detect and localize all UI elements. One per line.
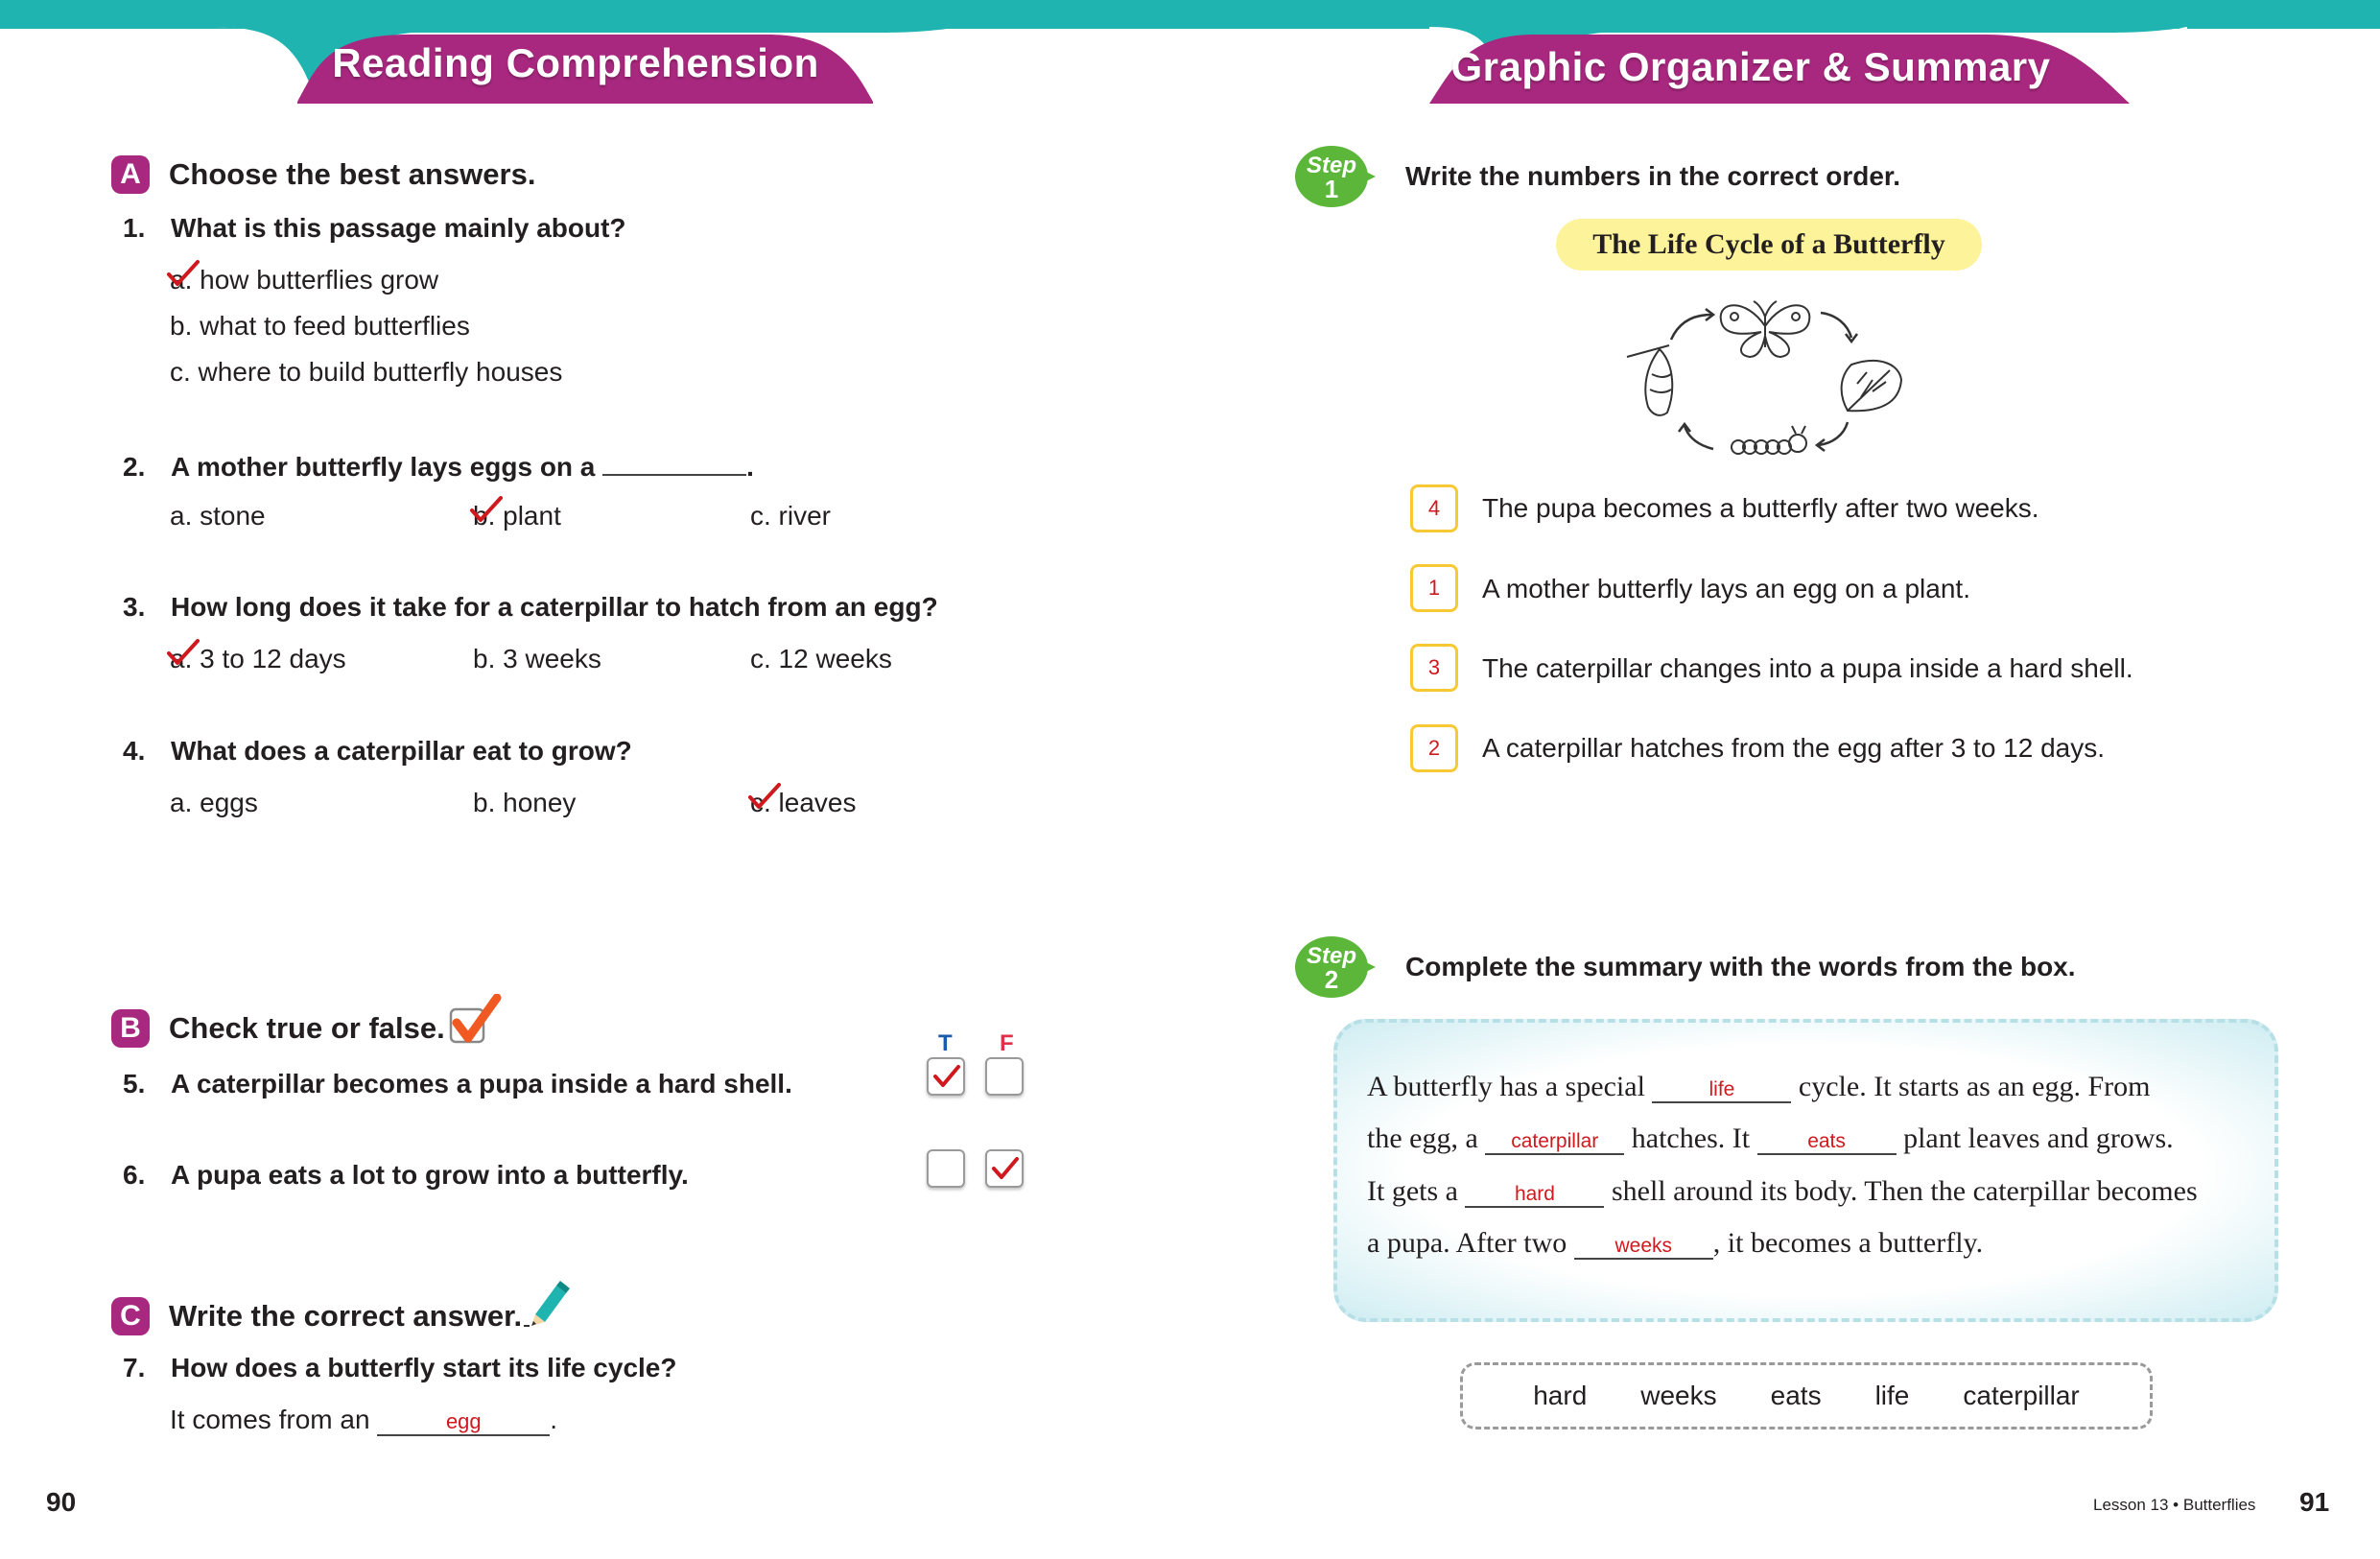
summary-text-1b: cycle. It starts as an egg. From [1798, 1071, 2151, 1102]
question-4-number: 4. [123, 736, 146, 766]
question-7-answer-end: . [550, 1405, 558, 1434]
question-2-end: . [746, 452, 754, 482]
summary-blank-weeks[interactable]: weeks [1574, 1235, 1713, 1260]
summary-text-3a: It gets a [1367, 1175, 1458, 1207]
step-1-badge-number: 1 [1324, 175, 1339, 203]
summary-text-2a: the egg, a [1367, 1122, 1478, 1154]
summary-box [1333, 1019, 2278, 1322]
chrysalis-icon [1627, 345, 1672, 415]
question-2-text: A mother butterfly lays eggs on a [171, 452, 596, 482]
step-1-badge [1293, 142, 1376, 209]
word-box-word-3: eats [1770, 1381, 1822, 1410]
section-a-badge: A [111, 155, 150, 194]
order-box-1[interactable]: 4 [1410, 484, 1458, 532]
pencil-icon [522, 1278, 570, 1328]
summary-text-2c: plant leaves and grows. [1903, 1122, 2174, 1154]
question-2-number: 2. [123, 452, 146, 482]
order-item-4-text: A caterpillar hatches from the egg after 3 to 12 days. [1482, 733, 2106, 763]
order-box-4[interactable]: 2 [1410, 724, 1458, 772]
step-1-badge-word: Step [1306, 153, 1357, 178]
summary-text-4b: , it becomes a butterfly. [1712, 1227, 1984, 1259]
right-tab-title: Graphic Organizer & Summary [1450, 44, 2051, 89]
section-c-badge: C [111, 1297, 150, 1335]
question-4-option-b[interactable]: b. honey [473, 788, 577, 817]
life-cycle-title: The Life Cycle of a Butterfly [1556, 219, 1982, 271]
true-column-label: T [938, 1030, 953, 1056]
section-a-heading [111, 155, 535, 194]
question-3-number: 3. [123, 592, 146, 622]
question-4-answer-check-icon [747, 782, 782, 811]
question-1-option-c[interactable]: c. where to build butterfly houses [170, 357, 563, 387]
question-1 [123, 213, 626, 244]
butterfly-icon [1721, 301, 1810, 357]
statement-6-text: A pupa eats a lot to grow into a butterfly. [171, 1160, 689, 1190]
word-box-word-1: hard [1533, 1381, 1588, 1410]
step-1-instruction: Write the numbers in the correct order. [1405, 161, 1901, 191]
question-2-option-a[interactable]: a. stone [170, 501, 266, 531]
lesson-footer: Lesson 13 • Butterflies [2093, 1496, 2256, 1514]
section-b-title: Check true or false. [169, 1011, 445, 1045]
step-2-badge-number: 2 [1324, 965, 1339, 994]
word-box [1460, 1362, 2153, 1429]
question-1-text: What is this passage mainly about? [171, 213, 626, 243]
section-c-title: Write the correct answer. [169, 1299, 523, 1333]
summary-text-4a: a pupa. After two [1367, 1227, 1567, 1259]
butterfly-life-cycle-illustration [1621, 288, 1909, 461]
question-1-answer-check-icon [166, 259, 200, 288]
question-3-answer-check-icon [166, 638, 200, 667]
summary-blank-caterpillar[interactable]: caterpillar [1485, 1130, 1624, 1155]
leaf-with-egg-icon [1842, 361, 1901, 411]
right-page-number: 91 [2299, 1487, 2330, 1517]
question-1-option-b[interactable]: b. what to feed butterflies [170, 311, 470, 341]
question-7-answer-prefix: It comes from an [170, 1405, 370, 1434]
statement-5-number: 5. [123, 1069, 146, 1098]
statement-6-false-check-icon [991, 1155, 1020, 1182]
order-item-1-text: The pupa becomes a butterfly after two weeks. [1482, 493, 2039, 523]
order-item-2-text: A mother butterfly lays an egg on a plant. [1482, 574, 1970, 603]
question-4-text: What does a caterpillar eat to grow? [171, 736, 632, 766]
section-c-heading [111, 1297, 522, 1335]
left-page-number: 90 [46, 1487, 77, 1517]
question-3-option-c[interactable]: c. 12 weeks [750, 644, 892, 673]
question-4 [123, 736, 632, 767]
section-b-heading [111, 1009, 445, 1048]
summary-blank-eats[interactable]: eats [1757, 1130, 1897, 1155]
step-2-instruction: Complete the summary with the words from the box. [1405, 952, 2076, 981]
question-2-option-c[interactable]: c. river [750, 501, 831, 531]
right-tab [1401, 0, 2187, 107]
summary-text-3b: shell around its body. Then the caterpillar becomes [1611, 1175, 2198, 1207]
question-7-answer-line [170, 1405, 557, 1436]
question-7 [123, 1353, 676, 1383]
statement-5-false-checkbox[interactable] [985, 1057, 1024, 1096]
question-3 [123, 592, 938, 623]
summary-text-1a: A butterfly has a special [1367, 1071, 1645, 1102]
question-2 [123, 449, 754, 483]
question-3-text: How long does it take for a caterpillar to hatch from an egg? [171, 592, 938, 622]
question-7-number: 7. [123, 1353, 146, 1382]
question-1-number: 1. [123, 213, 146, 243]
summary-blank-hard[interactable]: hard [1465, 1183, 1604, 1208]
section-b-badge: B [111, 1009, 150, 1048]
step-2-badge [1293, 933, 1376, 1000]
order-box-2[interactable]: 1 [1410, 564, 1458, 612]
question-3-option-a[interactable]: a. 3 to 12 days [170, 644, 346, 673]
question-2-option-b[interactable]: b. plant [473, 501, 561, 531]
false-column-label: F [1000, 1030, 1014, 1056]
statement-5 [123, 1069, 792, 1099]
question-2-answer-check-icon [469, 495, 504, 524]
summary-text-2b: hatches. It [1631, 1122, 1751, 1154]
question-7-text: How does a butterfly start its life cycle? [171, 1353, 677, 1382]
summary-line-2 [1367, 1122, 2174, 1155]
summary-line-1 [1367, 1071, 2150, 1103]
summary-line-4 [1367, 1227, 1983, 1260]
question-3-option-b[interactable]: b. 3 weeks [473, 644, 601, 673]
question-4-option-c[interactable]: c. leaves [750, 788, 857, 817]
question-1-option-a[interactable]: a. how butterflies grow [170, 265, 439, 295]
left-tab [211, 0, 959, 107]
statement-6 [123, 1160, 689, 1191]
order-item-3-text: The caterpillar changes into a pupa inside a hard shell. [1482, 653, 2133, 683]
statement-6-number: 6. [123, 1160, 146, 1190]
statement-5-text: A caterpillar becomes a pupa inside a hard shell. [171, 1069, 792, 1098]
checkbox-check-icon [447, 994, 505, 1048]
step-2-badge-word: Step [1306, 943, 1357, 969]
statement-6-true-checkbox[interactable] [927, 1149, 965, 1188]
question-2-blank[interactable] [602, 449, 746, 476]
summary-line-3 [1367, 1175, 2198, 1208]
order-box-3[interactable]: 3 [1410, 644, 1458, 692]
question-7-answer-blank[interactable]: egg [377, 1409, 550, 1436]
caterpillar-icon [1732, 426, 1806, 454]
word-box-word-5: caterpillar [1963, 1381, 2080, 1410]
question-4-option-a[interactable]: a. eggs [170, 788, 258, 817]
word-box-word-2: weeks [1640, 1381, 1717, 1410]
statement-5-true-check-icon [932, 1063, 961, 1090]
summary-blank-life[interactable]: life [1652, 1078, 1791, 1103]
word-box-word-4: life [1874, 1381, 1910, 1410]
left-tab-title: Reading Comprehension [332, 40, 819, 85]
section-a-title: Choose the best answers. [169, 157, 536, 191]
